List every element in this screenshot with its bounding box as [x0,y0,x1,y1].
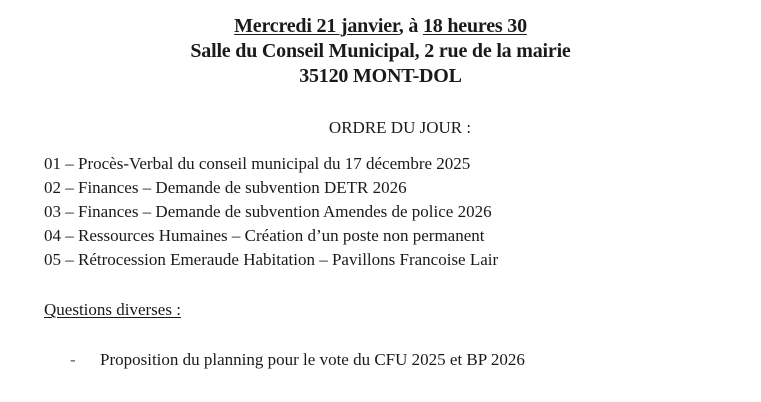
agenda-item-03: 03 – Finances – Demande de subvention Amendes de police 2026 [44,202,492,221]
questions-diverses-item [70,350,525,370]
meeting-header [0,14,761,89]
meeting-city: 35120 MONT-DOL [299,65,462,87]
meeting-venue: Salle du Conseil Municipal, 2 rue de la mairie [190,40,571,62]
bullet-dash: - [70,350,76,369]
meeting-time: 18 heures 30 [422,15,527,37]
agenda-item-02: 02 – Finances – Demande de subvention DETR 2026 [44,178,407,197]
questions-diverses-item-text: Proposition du planning pour le vote du CFU 2025 et BP 2026 [100,350,525,369]
questions-diverses-label: Questions diverses : [44,300,181,319]
agenda-title: ORDRE DU JOUR : [328,118,472,137]
agenda-list [44,152,498,272]
questions-diverses-list [70,350,525,370]
agenda-item-04: 04 – Ressources Humaines – Création d’un poste non permanent [44,226,485,245]
agenda-item-01: 01 – Procès-Verbal du conseil municipal du 17 décembre 2025 [44,154,471,173]
meeting-date-line [0,14,761,39]
agenda-item-05: 05 – Rétrocession Emeraude Habitation – Pavillons Francoise Lair [44,250,499,269]
meeting-date-separator: , à [398,15,423,37]
meeting-date: Mercredi 21 janvier [234,15,399,37]
